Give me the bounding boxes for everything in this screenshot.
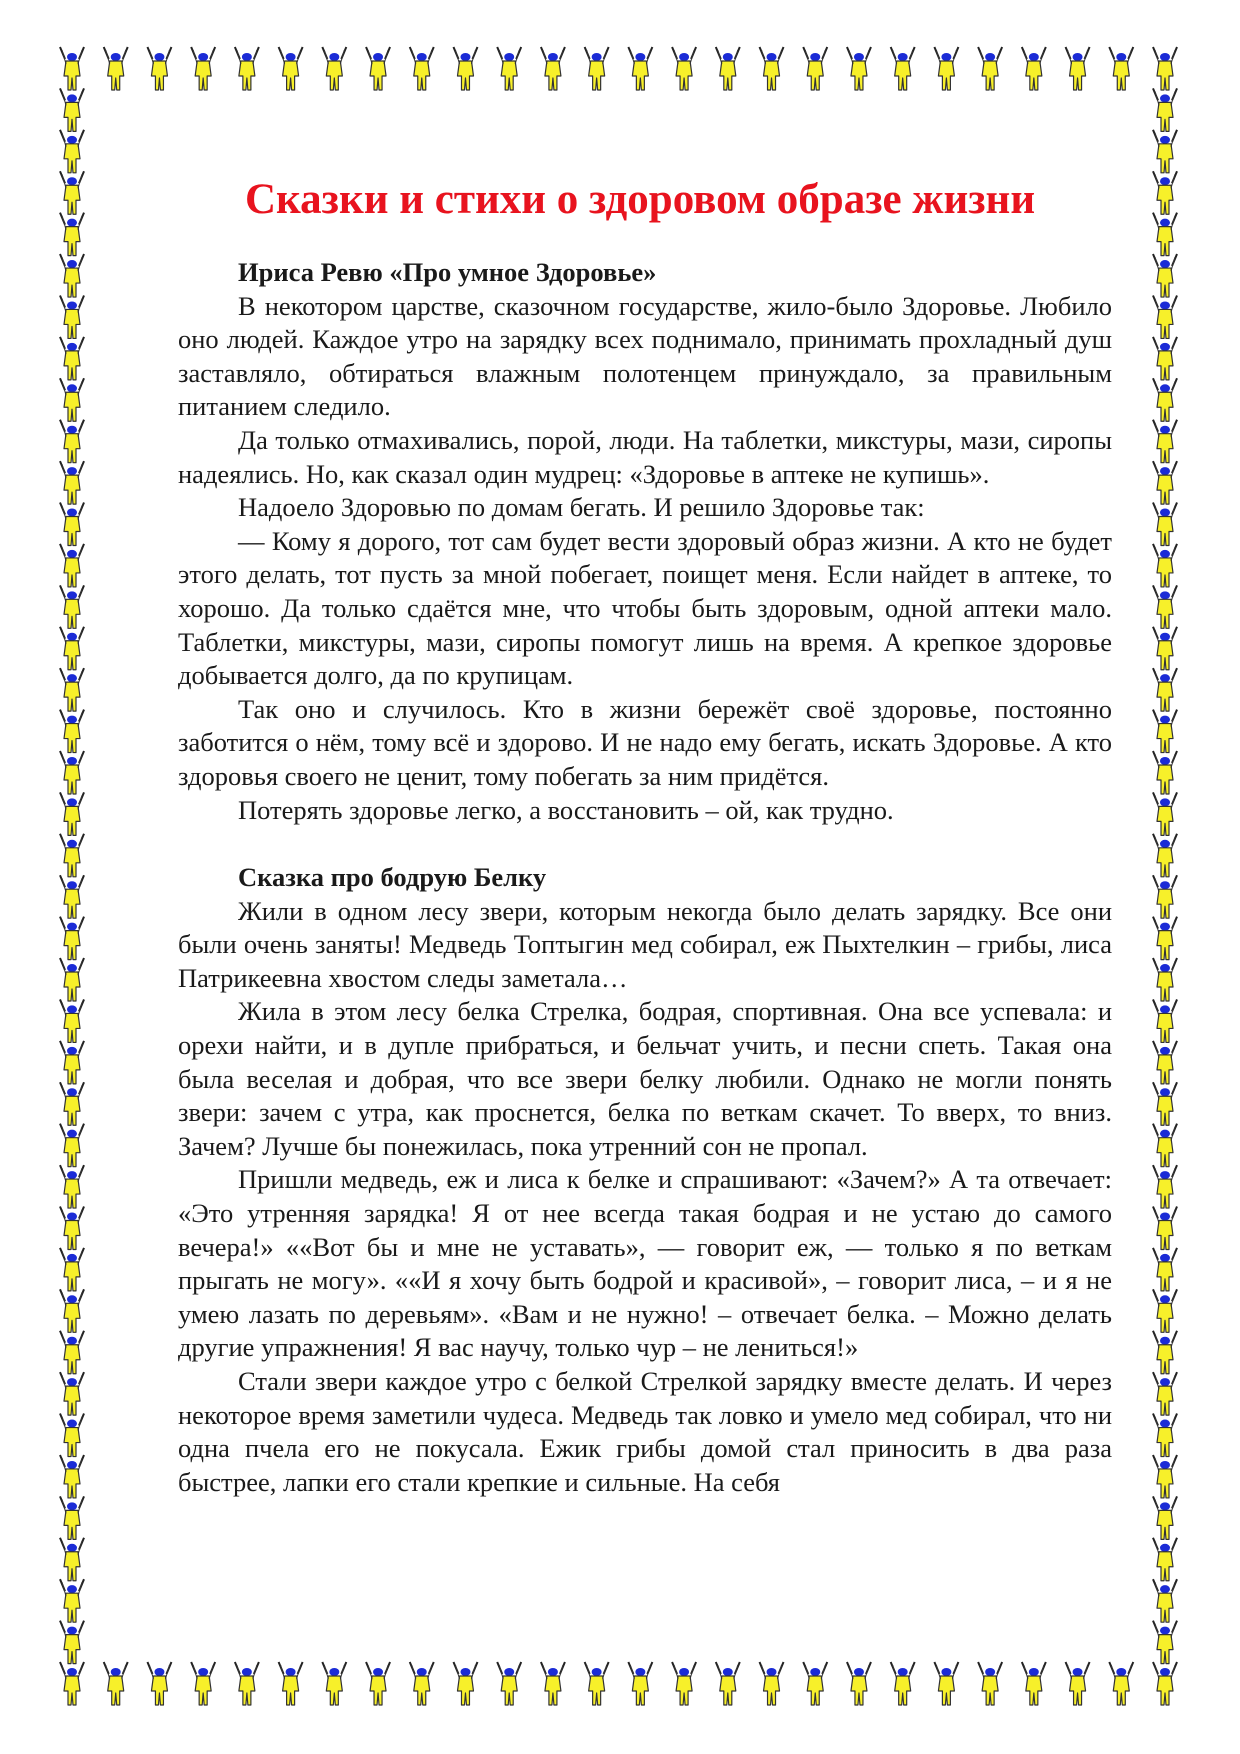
waving-person-icon <box>60 1331 84 1374</box>
waving-person-icon <box>60 88 84 131</box>
waving-person-icon <box>847 47 871 90</box>
waving-person-icon <box>541 47 565 90</box>
waving-person-icon <box>279 1662 303 1705</box>
waving-person-icon <box>716 1662 740 1705</box>
paragraph: Потерять здоровье легко, а восстановить – ой, как трудно. <box>238 794 894 825</box>
waving-person-icon <box>366 1662 390 1705</box>
waving-person-icon <box>60 1455 84 1498</box>
waving-person-icon <box>60 1538 84 1581</box>
waving-person-icon <box>60 337 84 380</box>
waving-person-icon <box>1153 792 1177 835</box>
waving-person-icon <box>1153 751 1177 794</box>
waving-person-icon <box>934 1662 958 1705</box>
waving-person-icon <box>847 1662 871 1705</box>
waving-person-icon <box>1153 1372 1177 1415</box>
waving-person-icon <box>1153 1331 1177 1374</box>
waving-person-icon <box>60 917 84 960</box>
waving-person-icon <box>104 1662 128 1705</box>
waving-person-icon <box>60 1082 84 1125</box>
waving-person-icon <box>1153 1662 1177 1705</box>
waving-person-icon <box>1153 503 1177 546</box>
paragraph: Стали звери каждое утро с белкой Стрелкой зарядку вместе делать. И через некоторое время заметили чудеса. Медведь так ловко и умело мед собирал, что ни одна пчела его не покусала. Ежик грибы домой стал приносить в два раза быстрее, лапки его стали крепкие и сильные. На себя <box>178 1366 1112 1497</box>
waving-person-icon <box>1153 668 1177 711</box>
paragraph: Жили в одном лесу звери, которым некогда было делать зарядку. Все они были очень заняты! Медведь Топтыгин мед собирал, еж Пыхтелкин – грибы, лиса Патрикеевна хвостом следы заметала… <box>178 895 1112 993</box>
waving-person-icon <box>60 792 84 835</box>
waving-person-icon <box>60 751 84 794</box>
waving-person-icon <box>60 47 84 90</box>
waving-person-icon <box>1153 1124 1177 1167</box>
waving-person-icon <box>1153 999 1177 1042</box>
waving-person-icon <box>60 958 84 1001</box>
waving-person-icon <box>1153 88 1177 131</box>
paragraph: Так оно и случилось. Кто в жизни бережёт своё здоровье, постоянно заботится о нём, тому всё и здорово. И не надо ему бегать, искать Здоровье. А кто здоровья своего не ценит, тому побегать за ним придётся. <box>178 693 1112 791</box>
paragraph: Жила в этом лесу белка Стрелка, бодрая, спортивная. Она все успевала: и орехи найти, и в дупле прибраться, и бельчат учить, и песни спеть. Такая она была веселая и добрая, что все звери белку любили. Однако не могли понять звери: зачем с утра, как проснется, белка по веткам скачет. То вверх, то вниз. Зачем? Лучше бы понежилась, пока утренний сон не пропал. <box>178 996 1112 1161</box>
waving-person-icon <box>147 47 171 90</box>
waving-person-icon <box>60 213 84 256</box>
waving-person-icon <box>1153 875 1177 918</box>
waving-person-icon <box>60 1496 84 1539</box>
waving-person-icon <box>60 130 84 173</box>
waving-person-icon <box>1153 917 1177 960</box>
waving-person-icon <box>410 1662 434 1705</box>
section-spacer <box>178 827 1112 861</box>
waving-person-icon <box>322 1662 346 1705</box>
waving-person-icon <box>60 1041 84 1084</box>
waving-person-icon <box>60 295 84 338</box>
waving-person-icon <box>716 47 740 90</box>
waving-person-icon <box>497 1662 521 1705</box>
waving-person-icon <box>1066 1662 1090 1705</box>
story-bodraya-belka <box>178 861 1112 1499</box>
waving-person-icon <box>322 47 346 90</box>
waving-person-icon <box>104 47 128 90</box>
waving-person-icon <box>1153 1289 1177 1332</box>
story-heading: Ириса Ревю «Про умное Здоровье» <box>238 257 657 287</box>
waving-person-icon <box>978 1662 1002 1705</box>
waving-person-icon <box>1109 47 1133 90</box>
waving-person-icon <box>191 47 215 90</box>
waving-person-icon <box>60 1124 84 1167</box>
waving-person-icon <box>1153 1248 1177 1291</box>
waving-person-icon <box>628 1662 652 1705</box>
paragraph: Да только отмахивались, порой, люди. На таблетки, микстуры, мази, сиропы надеялись. Но, как сказал один мудрец: «Здоровье в аптеке не купишь». <box>178 424 1112 489</box>
waving-person-icon <box>1153 1041 1177 1084</box>
waving-person-icon <box>1153 1579 1177 1622</box>
waving-person-icon <box>497 47 521 90</box>
waving-person-icon <box>1153 627 1177 670</box>
waving-person-icon <box>60 1621 84 1664</box>
waving-person-icon <box>891 1662 915 1705</box>
waving-person-icon <box>1153 420 1177 463</box>
waving-person-icon <box>60 668 84 711</box>
waving-person-icon <box>279 47 303 90</box>
page-title: Сказки и стихи о здоровом образе жизни <box>245 176 1036 223</box>
waving-person-icon <box>60 461 84 504</box>
waving-person-icon <box>1153 337 1177 380</box>
waving-person-icon <box>1153 47 1177 90</box>
waving-person-icon <box>1153 710 1177 753</box>
waving-person-icon <box>1153 171 1177 214</box>
waving-person-icon <box>1153 1082 1177 1125</box>
waving-person-icon <box>60 378 84 421</box>
waving-person-icon <box>934 47 958 90</box>
waving-person-icon <box>1022 1662 1046 1705</box>
waving-person-icon <box>60 1289 84 1332</box>
waving-person-icon <box>235 1662 259 1705</box>
waving-person-icon <box>541 1662 565 1705</box>
waving-person-icon <box>191 1662 215 1705</box>
waving-person-icon <box>453 1662 477 1705</box>
paragraph: Пришли медведь, еж и лиса к белке и спрашивают: «Зачем?» А та отвечает: «Это утренняя зарядка! Я от нее всегда такая бодрая и не устаю до самого вечера!» ««Вот бы и мне не уставать», — говорит еж, — только я по веткам прыгать не могу». ««И я хочу быть бодрой и красивой», – говорит лиса, – и я не умею лазать по деревьям». «Вам и не нужно! – отвечает белка. – Можно делать другие упражнения! Я вас научу, только чур – не лениться!» <box>178 1164 1112 1363</box>
waving-person-icon <box>60 710 84 753</box>
waving-person-icon <box>1022 47 1046 90</box>
waving-person-icon <box>1153 461 1177 504</box>
paragraph: — Кому я дорого, тот сам будет вести здоровый образ жизни. А кто не будет этого делать, тот пусть за мной побегает, поищет меня. Если найдет в аптеке, то хорошо. Да только сдаётся мне, что чтобы быть здоровым, одной аптеки мало. Таблетки, микстуры, мази, сиропы помогут лишь на время. А крепкое здоровье добывается долго, да по крупицам. <box>178 525 1112 691</box>
waving-person-icon <box>60 875 84 918</box>
waving-person-icon <box>672 1662 696 1705</box>
waving-person-icon <box>60 420 84 463</box>
waving-person-icon <box>672 47 696 90</box>
waving-person-icon <box>628 47 652 90</box>
waving-person-icon <box>585 1662 609 1705</box>
waving-person-icon <box>60 1579 84 1622</box>
waving-person-icon <box>60 834 84 877</box>
waving-person-icon <box>60 1165 84 1208</box>
waving-person-icon <box>453 47 477 90</box>
waving-person-icon <box>1153 1414 1177 1457</box>
story-umnoe-zdorovie <box>178 256 1112 827</box>
waving-person-icon <box>60 254 84 297</box>
waving-person-icon <box>1153 1455 1177 1498</box>
waving-person-icon <box>1153 1621 1177 1664</box>
waving-person-icon <box>60 585 84 628</box>
waving-person-icon <box>1066 47 1090 90</box>
waving-person-icon <box>60 1414 84 1457</box>
waving-person-icon <box>1153 254 1177 297</box>
waving-person-icon <box>803 1662 827 1705</box>
paragraph: В некотором царстве, сказочном государстве, жило-было Здоровье. Любило оно людей. Каждое утро на зарядку всех поднимало, принимать прохладный душ заставляло, обтираться влажным полотенцем принуждало, за правильным питанием следило. <box>178 290 1112 422</box>
waving-person-icon <box>1109 1662 1133 1705</box>
waving-person-icon <box>1153 834 1177 877</box>
waving-person-icon <box>978 47 1002 90</box>
waving-person-icon <box>1153 213 1177 256</box>
waving-person-icon <box>1153 544 1177 587</box>
waving-person-icon <box>60 544 84 587</box>
paragraph: Надоело Здоровью по домам бегать. И решило Здоровье так: <box>238 492 925 523</box>
waving-person-icon <box>60 171 84 214</box>
waving-person-icon <box>60 999 84 1042</box>
waving-person-icon <box>60 1206 84 1249</box>
waving-person-icon <box>803 47 827 90</box>
story-heading: Сказка про бодрую Белку <box>238 862 547 893</box>
waving-person-icon <box>760 1662 784 1705</box>
waving-person-icon <box>1153 295 1177 338</box>
waving-person-icon <box>760 47 784 90</box>
waving-person-icon <box>147 1662 171 1705</box>
waving-person-icon <box>1153 1165 1177 1208</box>
waving-person-icon <box>235 47 259 90</box>
waving-person-icon <box>1153 1496 1177 1539</box>
waving-person-icon <box>891 47 915 90</box>
waving-person-icon <box>60 1662 84 1705</box>
waving-person-icon <box>60 1248 84 1291</box>
waving-person-icon <box>60 1372 84 1415</box>
waving-person-icon <box>1153 378 1177 421</box>
waving-person-icon <box>1153 1538 1177 1581</box>
waving-person-icon <box>366 47 390 90</box>
waving-person-icon <box>1153 1206 1177 1249</box>
waving-person-icon <box>1153 585 1177 628</box>
waving-person-icon <box>1153 130 1177 173</box>
waving-person-icon <box>410 47 434 90</box>
waving-person-icon <box>585 47 609 90</box>
waving-person-icon <box>60 503 84 546</box>
document-body <box>178 256 1112 1499</box>
waving-person-icon <box>1153 958 1177 1001</box>
waving-person-icon <box>60 627 84 670</box>
